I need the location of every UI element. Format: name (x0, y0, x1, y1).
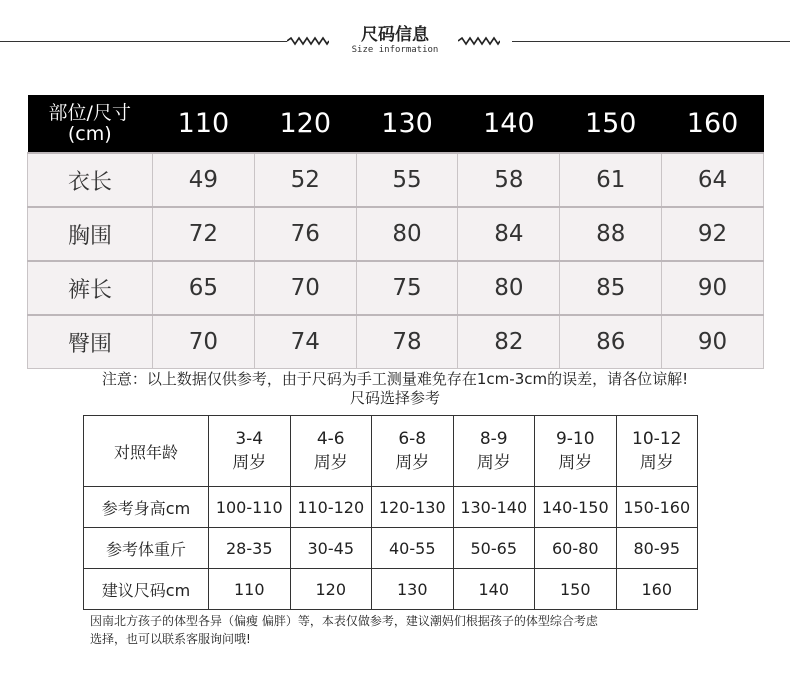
age-unit: 周岁 (313, 453, 348, 473)
age-unit: 周岁 (639, 453, 674, 473)
table-cell: 72 (153, 207, 255, 261)
row-label: 参考身高cm (84, 487, 209, 528)
table-cell: 110 (209, 569, 291, 610)
table-cell: 80 (458, 261, 560, 315)
table-cell: 80-95 (616, 528, 698, 569)
age-range: 3-4 (235, 429, 264, 449)
table-cell: 82 (458, 315, 560, 369)
size-header: 130 (356, 95, 458, 153)
table-cell: 65 (153, 261, 255, 315)
table-cell: 150-160 (616, 487, 698, 528)
table-cell: 130 (372, 569, 454, 610)
table-cell: 55 (356, 153, 458, 207)
size-reference-table (83, 415, 698, 610)
table-row (28, 261, 764, 315)
size-header: 150 (560, 95, 662, 153)
table-row (28, 207, 764, 261)
age-unit: 周岁 (232, 453, 267, 473)
table-cell: 64 (662, 153, 764, 207)
size-table-header-row (28, 95, 764, 153)
table-row (28, 153, 764, 207)
table-cell: 74 (254, 315, 356, 369)
page-subtitle: Size information (351, 45, 439, 55)
age-range: 8-9 (479, 429, 508, 449)
table-cell: 130-140 (453, 487, 535, 528)
table-cell: 100-110 (209, 487, 291, 528)
table-cell: 49 (153, 153, 255, 207)
table-row (84, 528, 698, 569)
table-cell: 76 (254, 207, 356, 261)
corner-label-line2: (cm) (67, 122, 112, 145)
table-cell: 90 (662, 261, 764, 315)
header-divider-right (512, 41, 790, 42)
table-cell: 85 (560, 261, 662, 315)
table-cell: 84 (458, 207, 560, 261)
table-cell: 70 (254, 261, 356, 315)
age-cell (535, 416, 617, 487)
size-header: 110 (153, 95, 255, 153)
table-cell: 50-65 (453, 528, 535, 569)
zigzag-ornament-left (287, 36, 329, 46)
age-unit: 周岁 (395, 453, 430, 473)
table-cell: 92 (662, 207, 764, 261)
table-cell: 40-55 (372, 528, 454, 569)
table-cell: 52 (254, 153, 356, 207)
row-label: 裤长 (28, 261, 153, 315)
reference-corner-label: 对照年龄 (84, 416, 209, 487)
table-cell: 28-35 (209, 528, 291, 569)
table-cell: 78 (356, 315, 458, 369)
age-range: 4-6 (316, 429, 345, 449)
table-cell: 60-80 (535, 528, 617, 569)
zigzag-ornament-right (458, 36, 500, 46)
table-row (28, 315, 764, 369)
age-cell (290, 416, 372, 487)
page-title: 尺码信息 (361, 25, 429, 45)
table-cell: 160 (616, 569, 698, 610)
table-cell: 110-120 (290, 487, 372, 528)
table-cell: 80 (356, 207, 458, 261)
header-divider-left (0, 41, 287, 42)
size-header: 120 (254, 95, 356, 153)
table-cell: 58 (458, 153, 560, 207)
row-label: 胸围 (28, 207, 153, 261)
age-cell (209, 416, 291, 487)
table-cell: 120-130 (372, 487, 454, 528)
age-cell (372, 416, 454, 487)
age-unit: 周岁 (558, 453, 593, 473)
row-label: 参考体重斤 (84, 528, 209, 569)
table-cell: 75 (356, 261, 458, 315)
size-table-corner-header (28, 95, 153, 153)
age-range: 6-8 (398, 429, 427, 449)
table-cell: 30-45 (290, 528, 372, 569)
table-row (84, 569, 698, 610)
reference-header-row (84, 416, 698, 487)
size-table (27, 95, 764, 369)
table-cell: 90 (662, 315, 764, 369)
row-label: 衣长 (28, 153, 153, 207)
table-cell: 61 (560, 153, 662, 207)
reference-heading: 尺码选择参考 (349, 389, 440, 407)
footnote-line: 选择，也可以联系客服询问哦! (90, 632, 251, 646)
table-cell: 140-150 (535, 487, 617, 528)
age-cell (453, 416, 535, 487)
age-range: 10-12 (632, 429, 682, 449)
footnote-line: 因南北方孩子的体型各异（偏瘦 偏胖）等，本表仅做参考，建议潮妈们根据孩子的体型综合考虑 (90, 614, 598, 628)
age-range: 9-10 (555, 429, 595, 449)
row-label: 臀围 (28, 315, 153, 369)
measurement-note: 注意：以上数据仅供参考，由于尺码为手工测量难免存在1cm-3cm的误差，请各位谅解! (101, 370, 689, 388)
table-row (84, 487, 698, 528)
table-cell: 70 (153, 315, 255, 369)
corner-label-line1: 部位/尺寸 (48, 101, 131, 124)
row-label: 建议尺码cm (84, 569, 209, 610)
footnote (90, 612, 700, 648)
table-cell: 140 (453, 569, 535, 610)
table-cell: 86 (560, 315, 662, 369)
age-unit: 周岁 (476, 453, 511, 473)
size-header: 160 (662, 95, 764, 153)
table-cell: 120 (290, 569, 372, 610)
size-header: 140 (458, 95, 560, 153)
age-cell (616, 416, 698, 487)
table-cell: 88 (560, 207, 662, 261)
table-cell: 150 (535, 569, 617, 610)
